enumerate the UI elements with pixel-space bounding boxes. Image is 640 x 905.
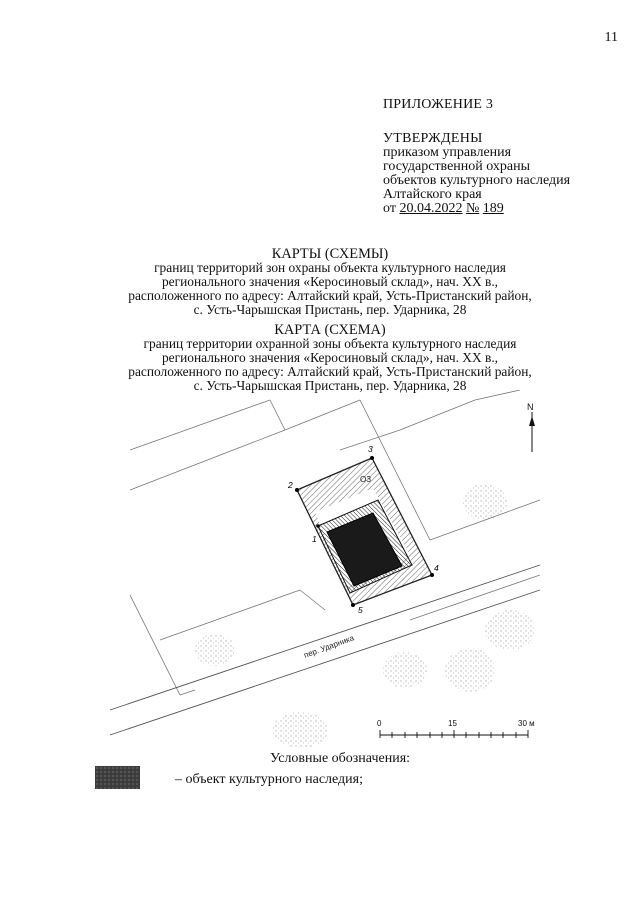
heading-line: границ территорий зон охраны объекта культурного наследия [154, 260, 506, 275]
point-label: 2 [288, 480, 293, 490]
date-prefix: от [383, 201, 396, 216]
appendix-title: ПРИЛОЖЕНИЕ 3 [383, 97, 494, 112]
scale-label: 30 м [518, 719, 535, 728]
approval-date [383, 202, 613, 216]
heading-map-title: КАРТА (СХЕМА) [274, 322, 386, 338]
scale-bar [380, 730, 528, 738]
heading-line: с. Усть-Чарышская Пристань, пер. Ударника, 28 [193, 302, 467, 317]
number-sign: № [465, 201, 480, 216]
approval-block [383, 132, 613, 216]
heading-maps [60, 247, 600, 317]
point-label: 1 [312, 534, 317, 544]
order-number: 189 [482, 201, 504, 216]
heading-line: регионального значения «Керосиновый склад», нач. XX в., [161, 274, 499, 289]
heading-map [60, 323, 600, 393]
heading-line: с. Усть-Чарышская Пристань, пер. Ударника, 28 [193, 378, 467, 393]
point-label: 3 [368, 444, 373, 454]
point-label: 5 [358, 605, 363, 615]
date-value: 20.04.2022 [399, 201, 463, 216]
heading-maps-title: КАРТЫ (СХЕМЫ) [271, 246, 389, 262]
scale-label: 0 [377, 719, 382, 728]
approval-line: государственной охраны [383, 159, 531, 174]
scale-label: 15 [448, 719, 457, 728]
approval-line: объектов культурного наследия [383, 173, 571, 188]
legend-item-heritage: – объект культурного наследия; [175, 772, 363, 787]
street-label: пер. Ударника [302, 633, 356, 660]
heading-line: расположенного по адресу: Алтайский край, Усть-Пристанский район, [128, 288, 532, 303]
approval-line: Алтайского края [383, 187, 482, 202]
approval-title: УТВЕРЖДЕНЫ [383, 131, 483, 146]
site-map [100, 390, 550, 750]
heading-line: расположенного по адресу: Алтайский край, Усть-Пристанский район, [128, 364, 532, 379]
page-number: 11 [604, 30, 618, 45]
point-label: 4 [434, 563, 439, 573]
approval-line: приказом управления [383, 145, 512, 160]
legend-swatch-heritage [95, 766, 140, 789]
north-label: N [527, 402, 534, 412]
heading-line: границ территории охранной зоны объекта культурного наследия [143, 336, 517, 351]
north-arrow-icon [529, 412, 535, 452]
heading-line: регионального значения «Керосиновый склад», нач. XX в., [161, 350, 499, 365]
legend-title: Условные обозначения: [270, 751, 411, 766]
zone-label: ОЗ [360, 475, 372, 484]
